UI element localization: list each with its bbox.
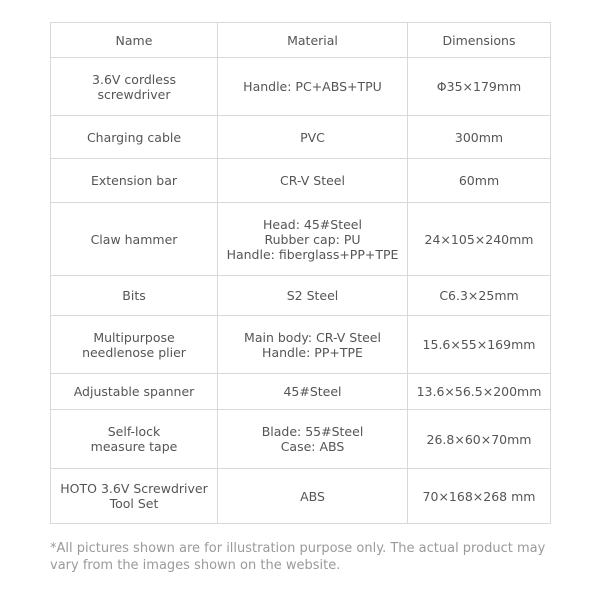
cell-material: PVC — [218, 116, 408, 159]
cell-material: CR-V Steel — [218, 159, 408, 203]
cell-name: Adjustable spanner — [51, 374, 218, 410]
cell-name: Multipurpose needlenose plier — [51, 316, 218, 374]
table-row — [51, 159, 551, 203]
table-row — [51, 276, 551, 316]
cell-material: Head: 45#Steel Rubber cap: PU Handle: fiberglass+PP+TPE — [218, 203, 408, 276]
table-row — [51, 203, 551, 276]
table-row — [51, 116, 551, 159]
cell-dimensions: Φ35×179mm — [408, 58, 551, 116]
table-row — [51, 469, 551, 524]
cell-name: Claw hammer — [51, 203, 218, 276]
cell-name: 3.6V cordless screwdriver — [51, 58, 218, 116]
cell-dimensions: 60mm — [408, 159, 551, 203]
header-material: Material — [218, 23, 408, 58]
cell-dimensions: 300mm — [408, 116, 551, 159]
table-row — [51, 410, 551, 469]
cell-material: Main body: CR-V Steel Handle: PP+TPE — [218, 316, 408, 374]
cell-material: Handle: PC+ABS+TPU — [218, 58, 408, 116]
table-row — [51, 316, 551, 374]
cell-dimensions: 13.6×56.5×200mm — [408, 374, 551, 410]
table-row — [51, 374, 551, 410]
header-dimensions: Dimensions — [408, 23, 551, 58]
cell-name: Charging cable — [51, 116, 218, 159]
cell-dimensions: 24×105×240mm — [408, 203, 551, 276]
cell-material: ABS — [218, 469, 408, 524]
cell-dimensions: 26.8×60×70mm — [408, 410, 551, 469]
cell-name: Extension bar — [51, 159, 218, 203]
table-header-row — [51, 23, 551, 58]
spec-table — [50, 22, 551, 524]
table-row — [51, 58, 551, 116]
cell-material: 45#Steel — [218, 374, 408, 410]
disclaimer-footnote: *All pictures shown are for illustration purpose only. The actual product may vary from the images shown on the website. — [50, 541, 546, 573]
cell-dimensions: 15.6×55×169mm — [408, 316, 551, 374]
cell-dimensions: 70×168×268 mm — [408, 469, 551, 524]
cell-material: Blade: 55#Steel Case: ABS — [218, 410, 408, 469]
cell-name: HOTO 3.6V Screwdriver Tool Set — [51, 469, 218, 524]
cell-dimensions: C6.3×25mm — [408, 276, 551, 316]
cell-name: Bits — [51, 276, 218, 316]
cell-name: Self-lock measure tape — [51, 410, 218, 469]
cell-material: S2 Steel — [218, 276, 408, 316]
header-name: Name — [51, 23, 218, 58]
